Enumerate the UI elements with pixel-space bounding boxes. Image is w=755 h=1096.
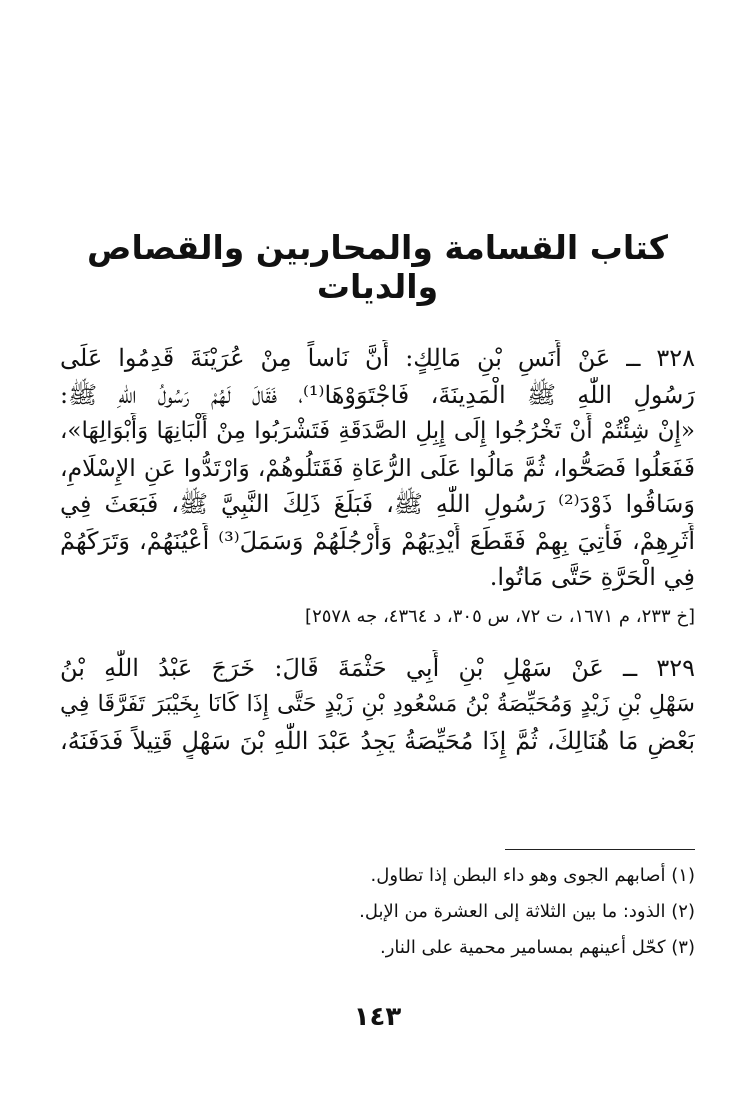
hadith-328-line-2: رَسُولِ اللّٰهِ ﷺ الْمَدِينَةَ، فَاجْتَوَوْهَا⁽¹⁾، فَقَالَ لَهُمْ رَسُولُ اللّٰهِ ﷺ:: [60, 380, 695, 409]
hadith-329-line-3: بَعْضِ مَا هُنَالِكَ، ثُمَّ إِذَا مُحَيِّصَةُ يَجِدُ عَبْدَ اللّٰهِ بْنَ سَهْلٍ قَتِيلاً فَدَفَنَهُ،: [60, 726, 695, 755]
footnotes: [60, 858, 695, 966]
hadith-329-line-2: سَهْلِ بْنِ زَيْدٍ وَمُحَيِّصَةُ بْنُ مَسْعُودِ بْنِ زَيْدٍ حَتَّى إِذَا كَانَا بِخَيْبَرَ تَفَرَّقَا فِي: [60, 691, 695, 717]
hadith-328-line-7: فِي الْحَرَّةِ حَتَّى مَاتُوا.: [489, 563, 695, 591]
footnote-1: (١) أصابهم الجوى وهو داء البطن إذا تطاول.: [370, 865, 695, 886]
hadith-329-line-1: ٣٢٩ ــ عَنْ سَهْلِ بْنِ أَبِي حَثْمَةَ قَالَ: خَرَجَ عَبْدُ اللّٰهِ بْنُ: [60, 653, 695, 682]
hadith-328-line-6: أَثَرِهِمْ، فَأُتِيَ بِهِمْ فَقَطَعَ أَيْدِيَهُمْ وَأَرْجُلَهُمْ وَسَمَلَ⁽³⁾ أَعْيُنَهُمْ، وَتَرَكَهُمْ: [60, 526, 695, 555]
footnote-2: (٢) الذود: ما بين الثلاثة إلى العشرة من الإبل.: [359, 901, 695, 922]
chapter-title: كتاب القسامة والمحاربين والقصاص والديات: [87, 228, 668, 306]
hadith-328-line-1: ٣٢٨ ــ عَنْ أَنَسِ بْنِ مَالِكٍ: أَنَّ نَاساً مِنْ عُرَيْنَةَ قَدِمُوا عَلَى: [60, 344, 695, 372]
footnote-divider: [505, 849, 695, 850]
hadith-328-line-5: وَسَاقُوا ذَوْدَ⁽²⁾ رَسُولِ اللّٰهِ ﷺ، فَبَلَغَ ذَلِكَ النَّبِيَّ ﷺ، فَبَعَثَ فِي: [60, 490, 695, 518]
paragraph-gap: [60, 634, 695, 650]
hadith-body: [60, 340, 695, 759]
page-number: ١٤٣: [353, 1002, 402, 1032]
hadith-328-citation: [خ ٢٣٣، م ١٦٧١، ت ٧٢، س ٣٠٥، د ٤٣٦٤، جه ٢٥٧٨]: [305, 605, 695, 627]
hadith-328: [60, 340, 695, 634]
hadith-328-line-4: فَفَعَلُوا فَصَحُّوا، ثُمَّ مَالُوا عَلَى الرُّعَاةِ فَقَتَلُوهُمْ، وَارْتَدُّوا عَنِ الإِسْلَامِ،: [60, 453, 695, 482]
hadith-328-line-3: «إِنْ شِئْتُمْ أَنْ تَخْرُجُوا إِلَى إِبِلِ الصَّدَقَةِ فَتَشْرَبُوا مِنْ أَلْبَانِهَا وَأَبْوَالِهَا»،: [60, 418, 695, 444]
hadith-329: [60, 650, 695, 760]
footnote-3: (٣) كحّل أعينهم بمسامير محمية على النار.: [380, 937, 695, 958]
